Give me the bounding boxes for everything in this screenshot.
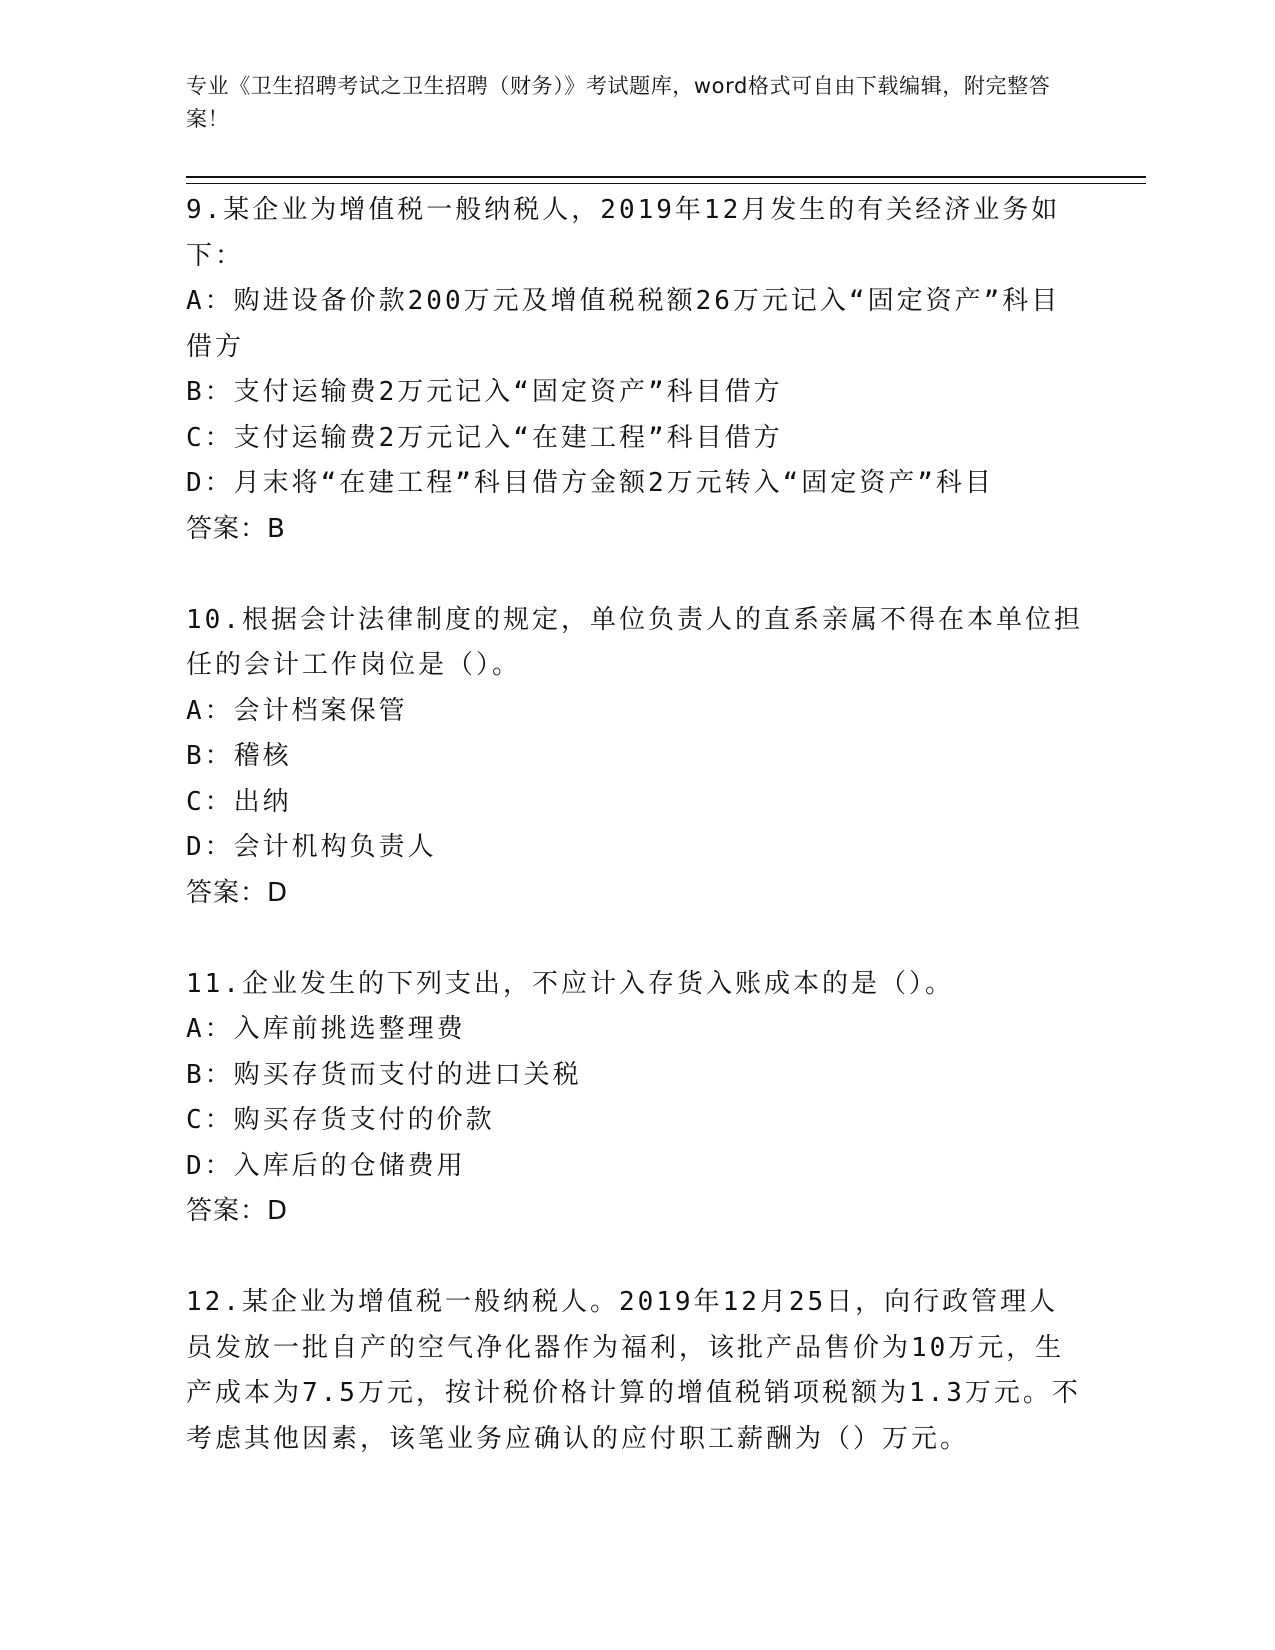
- answer: 答案：B: [186, 513, 286, 544]
- option-b: B：支付运输费2万元记入“固定资产”科目借方: [186, 377, 783, 407]
- header-divider-thick: [186, 176, 1146, 178]
- question-10: [186, 598, 1086, 917]
- option-c: C：购买存货支付的价款: [186, 1105, 495, 1135]
- question-9: [186, 188, 1086, 552]
- option-d: D：入库后的仓储费用: [186, 1150, 466, 1181]
- question-spacer: [186, 916, 1086, 962]
- question-stem: 12.某企业为增值税一般纳税人。2019年12月25日，向行政管理人员发放一批自产的空气净化器作为福利，该批产品售价为10万元，生产成本为7.5万元，按计税价格计算的增值税销项税额为1.3万元。不考虑其他因素，该笔业务应确认的应付职工薪酬为（）万元。: [186, 1287, 1081, 1454]
- option-c: C：支付运输费2万元记入“在建工程”科目借方: [186, 422, 783, 453]
- option-a: A：购进设备价款200万元及增值税税额26万元记入“固定资产”科目借方: [186, 286, 1061, 362]
- question-list: [186, 188, 1086, 1462]
- header-text: 专业《卫生招聘考试之卫生招聘（财务）》考试题库，word格式可自由下载编辑，附完整答案！: [186, 74, 1051, 131]
- option-c: C：出纳: [186, 786, 292, 817]
- question-stem: 9.某企业为增值税一般纳税人，2019年12月发生的有关经济业务如下：: [186, 195, 1061, 271]
- option-b: B：购买存货而支付的进口关税: [186, 1059, 582, 1090]
- question-spacer: [186, 1235, 1086, 1281]
- question-12: [186, 1280, 1086, 1462]
- question-spacer: [186, 552, 1086, 598]
- option-a: A：入库前挑选整理费: [186, 1014, 466, 1044]
- question-stem: 11.企业发生的下列支出，不应计入存货入账成本的是（）。: [186, 968, 954, 999]
- question-11: [186, 962, 1086, 1235]
- document-header: [186, 70, 1066, 136]
- answer: 答案：D: [186, 1196, 289, 1226]
- option-b: B：稽核: [186, 741, 292, 771]
- option-d: D：会计机构负责人: [186, 832, 437, 862]
- option-d: D：月末将“在建工程”科目借方金额2万元转入“固定资产”科目: [186, 468, 994, 498]
- answer: 答案：D: [186, 877, 289, 908]
- question-stem: 10.根据会计法律制度的规定，单位负责人的直系亲属不得在本单位担任的会计工作岗位是（）。: [186, 604, 1083, 680]
- option-a: A：会计档案保管: [186, 695, 408, 726]
- header-divider-thin: [186, 183, 1146, 184]
